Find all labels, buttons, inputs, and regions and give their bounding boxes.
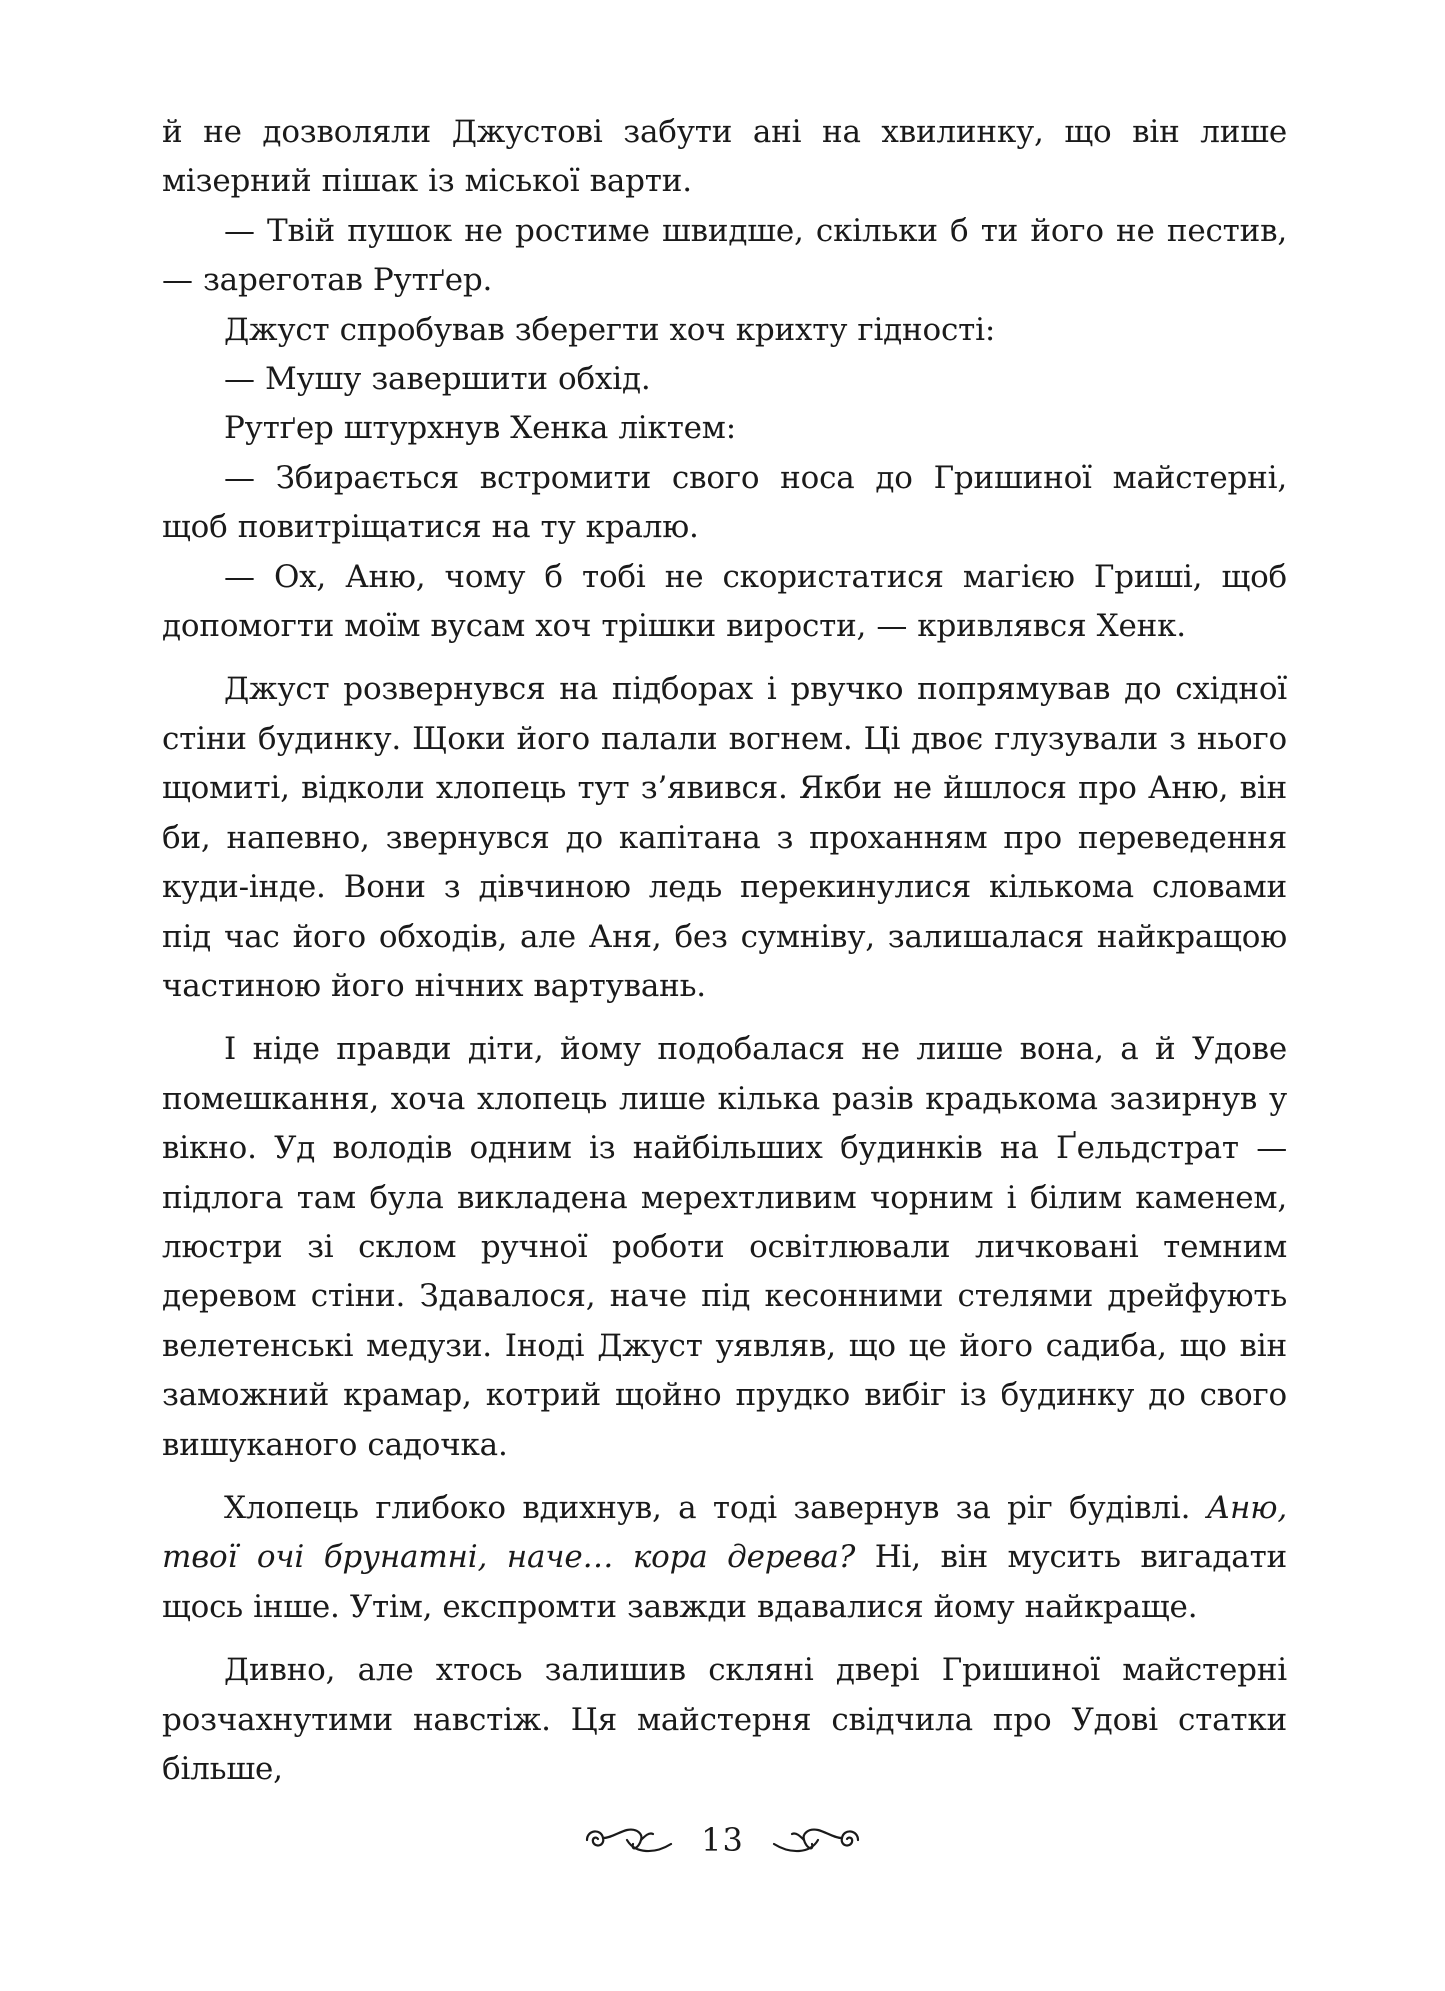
paragraph-7: — Ох, Аню, чому б тобі не скористатися магією Гриші, щоб допомогти моїм вусам хоч трішки вирости, — кривлявся Хенк. — [162, 558, 1287, 645]
paragraph-8: Джуст розвернувся на підборах і рвучко попрямував до східної стіни будинку. Щоки його палали вогнем. Ці двоє глузували з нього щомиті, відколи хлопець тут з’явився. Якби не йшлося про Аню, він би, напевно, звернувся до капітана з проханням про переведення куди-інде. Вони з дівчиною ледь перекинулися кількома словами під час його обходів, але Аня, без сумніву, залишалася найкращою частиною його нічних вартувань. — [162, 671, 1287, 1004]
paragraph-10 — [162, 1484, 1287, 1632]
paragraph-2: — Твій пушок не ростиме швидше, скільки б ти його не пестив, — зареготав Рутґер. — [162, 212, 1287, 299]
page-body — [162, 108, 1287, 1794]
page-number: 13 — [701, 1821, 744, 1859]
paragraph-10-text-before: Хлопець глибоко вдихнув, а тоді завернув за ріг будівлі. — [224, 1489, 1207, 1526]
paragraph-5: Рутґер штурхнув Хенка ліктем: — [224, 410, 736, 447]
paragraph-10-text-after: Ні, він мусить вигадати щось інше. Утім, експромти завжди вдавалися йому найкраще. — [162, 1539, 1287, 1625]
paragraph-10-italic-thought: Аню, твої очі брунатні, наче… кора дерева? — [162, 1489, 1287, 1576]
paragraph-4: — Мушу завершити обхід. — [224, 361, 651, 398]
paragraph-11: Дивно, але хтось залишив скляні двері Гришиної майстерні розчахнутими навстіж. Ця майстерня свідчила про Удові статки більше, — [162, 1652, 1287, 1787]
right-flourish-icon — [770, 1818, 862, 1862]
left-flourish-icon — [583, 1818, 675, 1862]
paragraph-3: Джуст спробував зберегти хоч крихту гідності: — [224, 311, 996, 348]
paragraph-6: — Збирається встромити свого носа до Гришиної майстерні, щоб повитріщатися на ту кралю. — [162, 459, 1287, 546]
paragraph-1: й не дозволяли Джустові забути ані на хвилинку, що він лише мізерний пішак із міської варти. — [162, 114, 1287, 200]
page-footer — [0, 1815, 1445, 1865]
paragraph-9: І ніде правди діти, йому подобалася не лише вона, а й Удове помешкання, хоча хлопець лише кілька разів крадькома зазирнув у вікно. Уд володів одним із найбільших будинків на Ґельдстрат — підлога там була викладена мерехтливим чорним і білим каменем, люстри зі склом ручної роботи освітлювали личковані темним деревом стіни. Здавалося, наче під кесонними стелями дрейфують велетенські медузи. Іноді Джуст уявляв, що це його садиба, що він заможний крамар, котрий щойно прудко вибіг із будинку до свого вишуканого садочка. — [162, 1031, 1287, 1463]
